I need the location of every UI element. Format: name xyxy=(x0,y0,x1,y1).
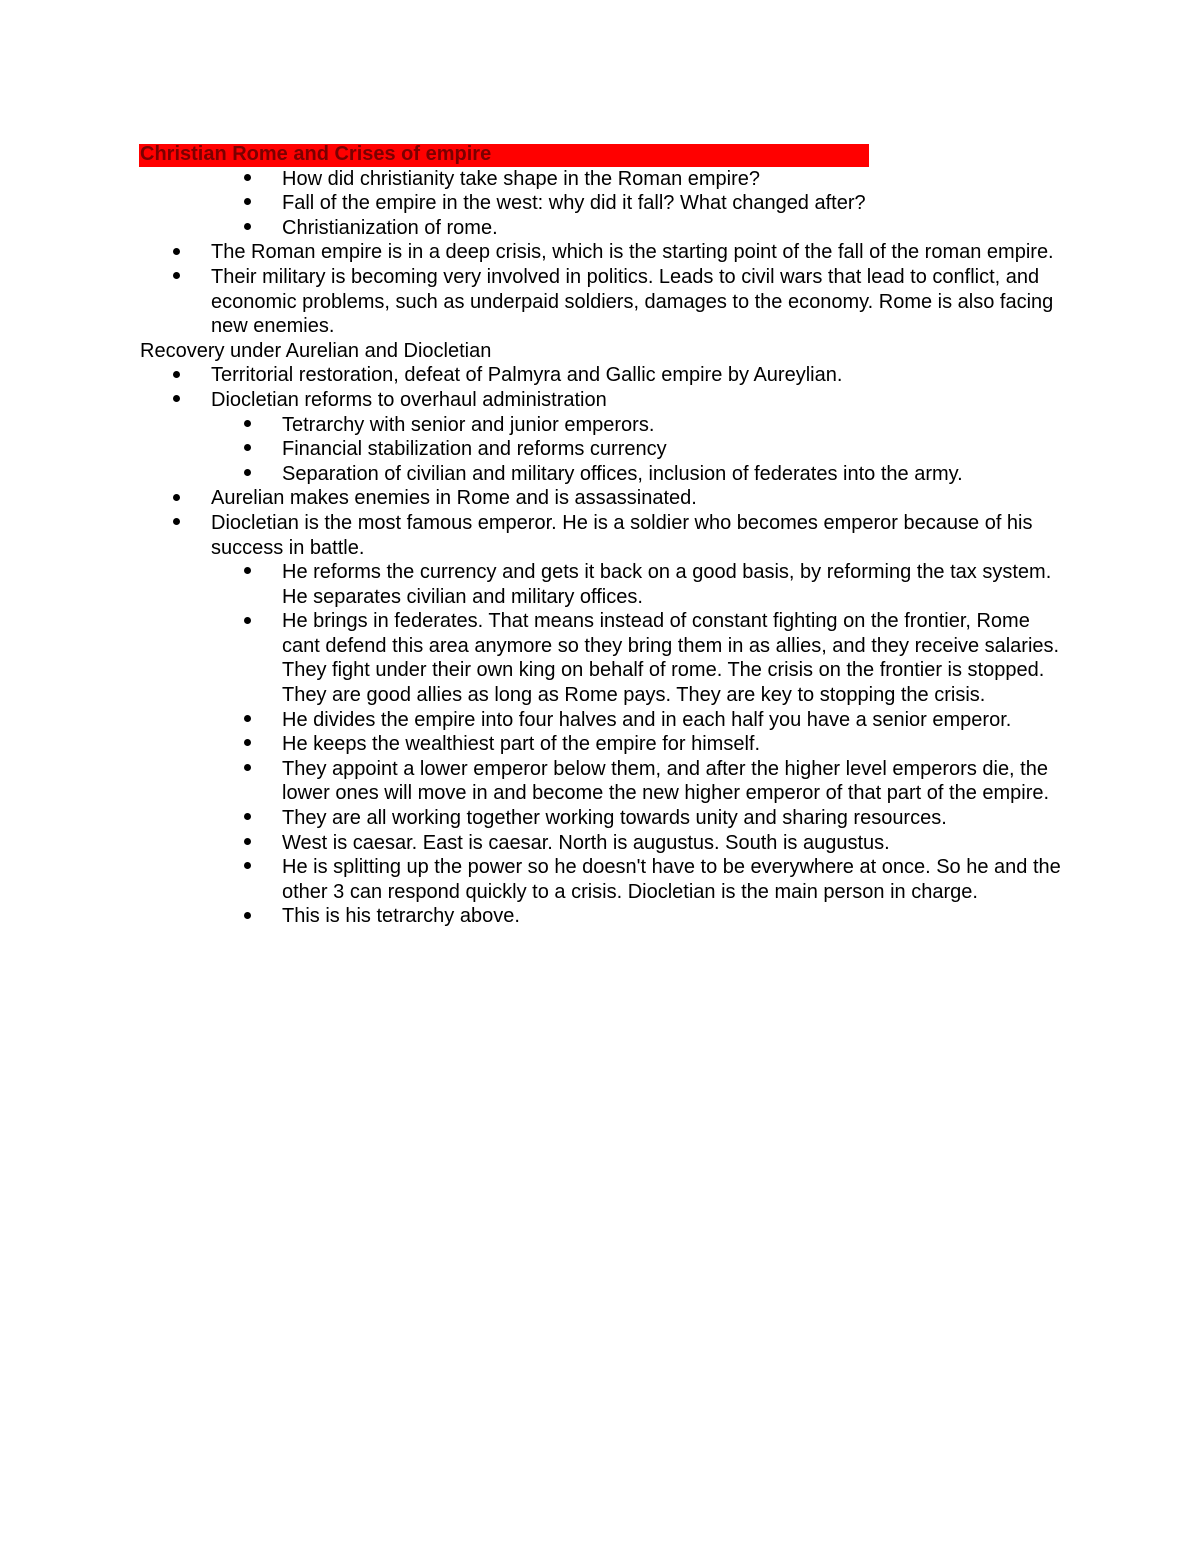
list-item: Tetrarchy with senior and junior emperors. xyxy=(140,413,1070,438)
bullet-icon xyxy=(244,904,251,929)
list-item: He reforms the currency and gets it back on a good basis, by reforming the tax system. He separates civilian and military offices. xyxy=(140,560,1070,609)
list-item: Aurelian makes enemies in Rome and is assassinated. xyxy=(140,486,1070,511)
list-item: Fall of the empire in the west: why did it fall? What changed after? xyxy=(140,191,1070,216)
list-item: They appoint a lower emperor below them, and after the higher level emperors die, the lower ones will move in and become the new higher emperor of that part of the empire. xyxy=(140,757,1070,806)
list-item: He divides the empire into four halves and in each half you have a senior emperor. xyxy=(140,708,1070,733)
bullet-icon xyxy=(244,167,251,192)
bullet-icon xyxy=(173,388,180,413)
list-item: The Roman empire is in a deep crisis, which is the starting point of the fall of the roman empire. xyxy=(140,240,1070,265)
list-item: Christianization of rome. xyxy=(140,216,1070,241)
section-heading: Recovery under Aurelian and Diocletian xyxy=(140,339,492,362)
title-text: Christian Rome and Crises of empire xyxy=(140,143,492,165)
bullet-icon xyxy=(244,216,251,241)
list-item: He keeps the wealthiest part of the empire for himself. xyxy=(140,732,1070,757)
bullet-icon xyxy=(244,462,251,487)
reforms-sublist xyxy=(140,413,1070,487)
list-item: They are all working together working towards unity and sharing resources. xyxy=(140,806,1070,831)
bullet-icon xyxy=(244,708,251,733)
bullet-icon xyxy=(173,265,180,290)
list-item: Diocletian is the most famous emperor. He is a soldier who becomes emperor because of his success in battle. xyxy=(140,511,1070,560)
bullet-icon xyxy=(244,806,251,831)
list-item: How did christianity take shape in the Roman empire? xyxy=(140,167,1070,192)
list-item: Separation of civilian and military offices, inclusion of federates into the army. xyxy=(140,462,1070,487)
bullet-icon xyxy=(244,831,251,856)
diocletian-sublist xyxy=(140,560,1070,929)
list-item: Their military is becoming very involved in politics. Leads to civil wars that lead to conflict, and economic problems, such as underpaid soldiers, damages to the economy. Rome is also facing new enemies. xyxy=(140,265,1070,339)
crisis-list xyxy=(140,240,1070,338)
list-item: Financial stabilization and reforms currency xyxy=(140,437,1070,462)
bullet-icon xyxy=(173,511,180,536)
list-item: Territorial restoration, defeat of Palmyra and Gallic empire by Aureylian. xyxy=(140,363,1070,388)
bullet-icon xyxy=(173,486,180,511)
list-item: Diocletian reforms to overhaul administration xyxy=(140,388,1070,413)
intro-questions-list xyxy=(140,167,1070,241)
bullet-icon xyxy=(173,363,180,388)
list-item: He brings in federates. That means instead of constant fighting on the frontier, Rome cant defend this area anymore so they bring them in as allies, and they receive salaries. They fight under their own king on behalf of rome. The crisis on the frontier is stopped. They are good allies as long as Rome pays. They are key to stopping the crisis. xyxy=(140,609,1070,707)
bullet-icon xyxy=(244,413,251,438)
bullet-icon xyxy=(244,609,251,634)
recovery-list xyxy=(140,363,1070,412)
list-item: He is splitting up the power so he doesn't have to be everywhere at once. So he and the other 3 can respond quickly to a crisis. Diocletian is the main person in charge. xyxy=(140,855,1070,904)
notes-body xyxy=(140,142,1070,929)
list-item: West is caesar. East is caesar. North is augustus. South is augustus. xyxy=(140,831,1070,856)
emperors-list xyxy=(140,486,1070,560)
bullet-icon xyxy=(244,560,251,585)
bullet-icon xyxy=(244,732,251,757)
bullet-icon xyxy=(244,855,251,880)
bullet-icon xyxy=(244,191,251,216)
list-item: This is his tetrarchy above. xyxy=(140,904,1070,929)
bullet-icon xyxy=(244,437,251,462)
bullet-icon xyxy=(173,240,180,265)
document-title xyxy=(140,142,1070,166)
bullet-icon xyxy=(244,757,251,782)
